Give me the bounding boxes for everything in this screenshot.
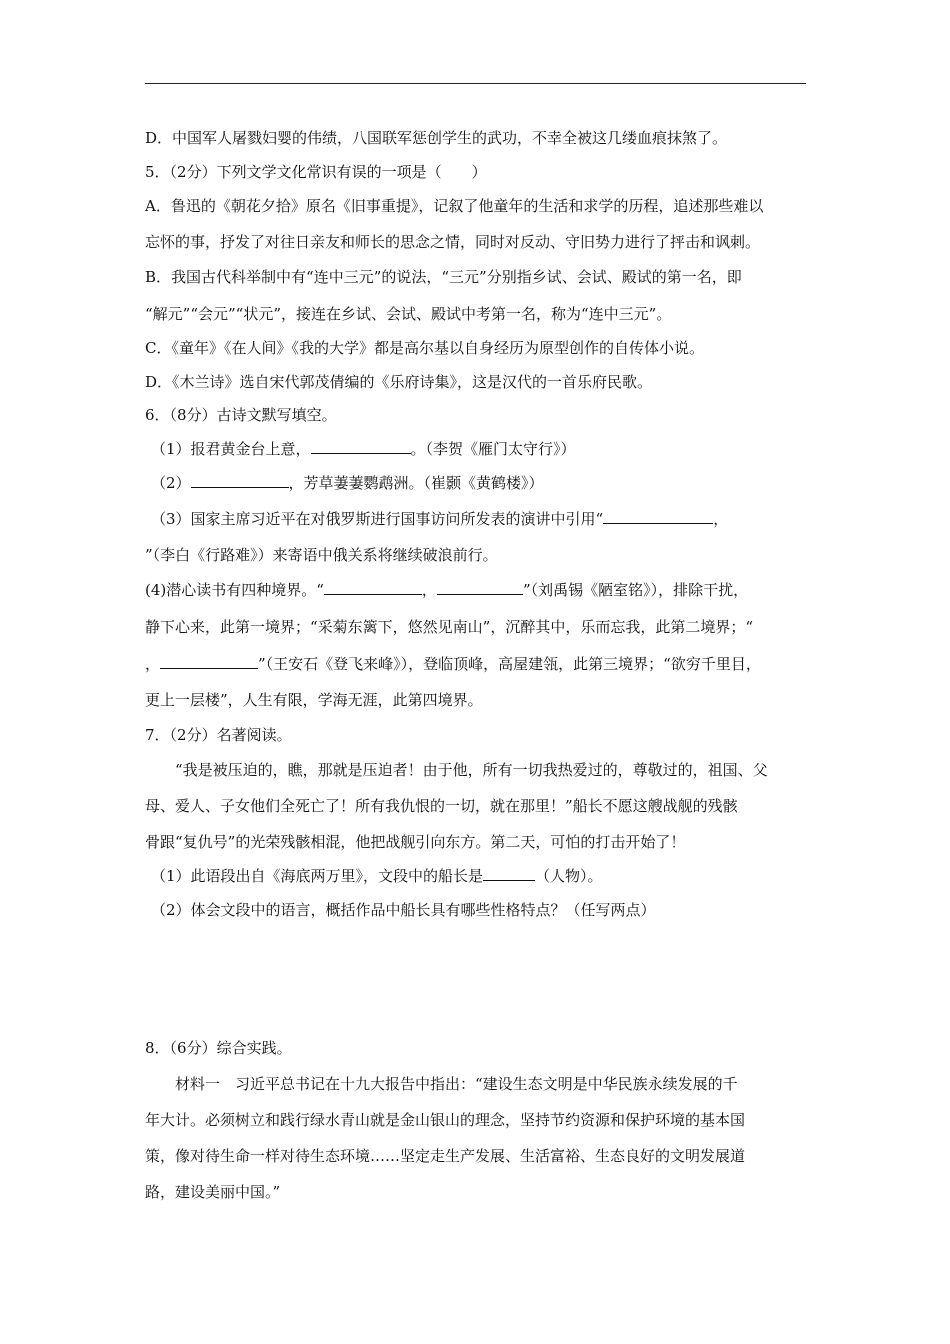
q6-blank-4[interactable]	[324, 580, 422, 595]
q8-material1-line3: 策，像对待生命一样对待生态环境……坚定走生产发展、生活富裕、生态良好的文明发展道	[145, 1147, 746, 1165]
q7-passage-line2: 母、爱人、子女他们全死亡了！所有我仇恨的一切，就在那里！”船长不愿这艘战舰的残骸	[145, 797, 738, 815]
q6-item-3-line2: ”（李白《行路难》）来寄语中俄关系将继续破浪前行。	[145, 546, 498, 564]
q6-blank-2[interactable]	[191, 473, 289, 488]
q7-blank-1[interactable]	[483, 866, 535, 881]
q5-stem: 5．（2分）下列文学文化常识有误的一项是（ ）	[145, 163, 487, 181]
q6-item-4-prefix: (4)潜心读书有四种境界。“	[145, 581, 324, 599]
q6-item-3-prefix: （3）国家主席习近平在对俄罗斯进行国事访问所发表的演讲中引用“	[151, 510, 604, 528]
q8-material1-line1: 材料一 习近平总书记在十九大报告中指出：“建设生态文明是中华民族永续发展的千	[175, 1075, 738, 1093]
q6-item-4-line3-comma: ，	[145, 655, 161, 673]
q6-stem: 6．（8分）古诗文默写填空。	[145, 406, 337, 424]
q7-passage-line3: 骨跟“复仇号”的光荣残骸相混，他把战舰引向东方。第二天，可怕的打击开始了！	[145, 833, 686, 851]
q6-item-3-comma: ，	[713, 510, 729, 528]
q6-item-1-prefix: （1）报君黄金台上意，	[151, 440, 311, 458]
q6-item-2	[151, 473, 851, 493]
q6-item-4-line4: 更上一层楼”，人生有限，学海无涯，此第四境界。	[145, 691, 483, 709]
q8-stem: 8．（6分）综合实践。	[145, 1039, 292, 1057]
q6-blank-6[interactable]	[160, 654, 258, 669]
q6-item-2-suffix: ，芳草萋萋鹦鹉洲。（崔颢《黄鹤楼》）	[288, 474, 544, 492]
q6-item-4-line3	[145, 654, 845, 674]
q8-material1-line2: 年大计。必须树立和践行绿水青山就是金山银山的理念，坚持节约资源和保护环境的基本国	[145, 1111, 746, 1129]
q7-item-1-prefix: （1）此语段出自《海底两万里》，文段中的船长是	[151, 867, 484, 885]
header-rule	[145, 83, 806, 84]
q6-item-4-line3-suffix: ”（王安石《登飞来峰》），登临顶峰，高屋建瓴，此第三境界；“欲穷千里目，	[258, 655, 761, 673]
q6-blank-1[interactable]	[311, 439, 411, 454]
q6-blank-3[interactable]	[603, 509, 713, 524]
q7-passage-line1: “我是被压迫的，瞧，那就是压迫者！由于他，所有一切我热爱过的，尊敬过的，祖国、父	[175, 761, 768, 779]
q6-item-4-comma: ，	[421, 581, 437, 599]
q6-item-4-line2: 静下心来，此第一境界；“采菊东篱下，悠然见南山”，沉醉其中，乐而忘我，此第二境界；“	[145, 618, 754, 636]
q5-option-c: C．《童年》《在人间》《我的大学》都是高尔基以自身经历为原型创作的自传体小说。	[145, 339, 704, 357]
q5-option-b-line1: B．我国古代科举制中有“连中三元”的说法，“三元”分别指乡试、会试、殿试的第一名，即	[145, 268, 742, 286]
q5-option-d: D．《木兰诗》选自宋代郭茂倩编的《乐府诗集》，这是汉代的一首乐府民歌。	[145, 373, 653, 391]
q6-blank-5[interactable]	[437, 580, 523, 595]
q5-option-a-line1: A．鲁迅的《朝花夕拾》原名《旧事重提》，记叙了他童年的生活和求学的历程，追述那些难以	[145, 197, 764, 215]
q6-item-2-prefix: （2）	[151, 474, 191, 492]
q7-item-1	[151, 866, 851, 886]
q8-material1-line4: 路，建设美丽中国。”	[145, 1183, 281, 1201]
q6-item-1	[151, 439, 851, 459]
q6-item-1-suffix: 。（李贺《雁门太守行》）	[410, 440, 576, 458]
q5-option-b-line2: “解元”“会元”“状元”，接连在乡试、会试、殿试中考第一名，称为“连中三元”。	[145, 305, 672, 323]
q5-option-a-line2: 忘怀的事，抒发了对往日亲友和师长的思念之情，同时对反动、守旧势力进行了抨击和讽刺。	[145, 233, 761, 251]
q7-item-1-suffix: （人物）。	[535, 867, 603, 885]
q6-item-3-line1	[151, 509, 851, 529]
q7-item-2: （2）体会文段中的语言，概括作品中船长具有哪些性格特点？（任写两点）	[151, 901, 656, 919]
q4-option-d: D．中国军人屠戮妇婴的伟绩，八国联军惩创学生的武功，不幸全被这几缕血痕抹煞了。	[145, 129, 728, 147]
q6-item-4-suffix: ”（刘禹锡《陋室铭》），排除干扰，	[522, 581, 749, 599]
q6-item-4-line1	[145, 580, 845, 600]
q7-stem: 7．（2分）名著阅读。	[145, 726, 292, 744]
